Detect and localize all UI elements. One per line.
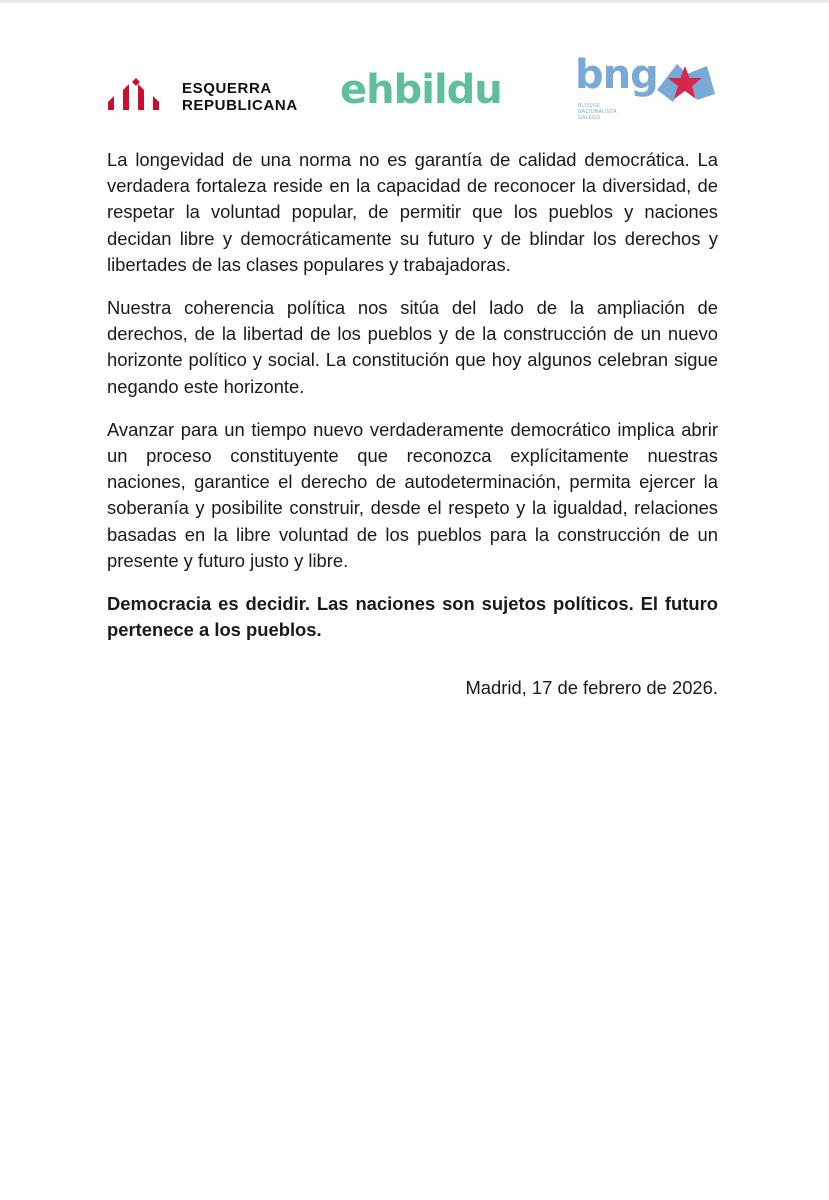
- paragraph-1: La longevidad de una norma no es garantía de calidad democrática. La verdadera fortaleza reside en la capacidad de reconocer la diversidad, de respetar la voluntad popular, de permitir que los pueblos y naciones decidan libre y democráticamente su futuro y de blindar los derechos y libertades de las clases populares y trabajadoras.: [107, 149, 718, 275]
- paragraph-3: Avanzar para un tiempo nuevo verdaderamente democrático implica abrir un proceso constituyente que reconozca explícitamente nuestras naciones, garantice el derecho de autodeterminación, permita ejercer la soberanía y posibilite construir, desde el respeto y la igualdad, relaciones basadas en la libre voluntad de los pueblos para la construcción de un presente y futuro justo y libre.: [107, 418, 718, 571]
- bng-star-icon: [657, 60, 715, 106]
- logo-header: [0, 52, 829, 126]
- erc-bars-icon: [108, 76, 170, 110]
- statement-body: [107, 147, 718, 660]
- paragraph-2: Nuestra coherencia política nos sitúa del lado de la ampliación de derechos, de la libertad de los pueblos y de la construcción de un nuevo horizonte político y social. La constitución que hoy algunos celebran sigue negando este horizonte.: [107, 297, 718, 397]
- bng-subtitle-line1: BLOQUE: [578, 103, 601, 109]
- bng-wordmark: bng: [575, 52, 658, 98]
- bng-subtitle-line2: NACIONALISTA: [578, 109, 617, 115]
- page-top-edge: [0, 0, 829, 3]
- erc-wordmark: [182, 80, 298, 114]
- erc-logo: [108, 76, 298, 116]
- bng-logo: [575, 52, 720, 126]
- place-date-signoff: Madrid, 17 de febrero de 2026.: [465, 677, 718, 698]
- bng-subtitle: [578, 103, 617, 121]
- ehbildu-logo: ehbildu: [340, 67, 502, 113]
- bng-subtitle-line3: GALEGO: [578, 115, 601, 121]
- closing-statement: Democracia es decidir. Las naciones son sujetos políticos. El futuro pertenece a los pueblos.: [107, 593, 718, 641]
- erc-wordmark-line2: REPUBLICANA: [182, 97, 298, 114]
- erc-wordmark-line1: ESQUERRA: [182, 80, 272, 97]
